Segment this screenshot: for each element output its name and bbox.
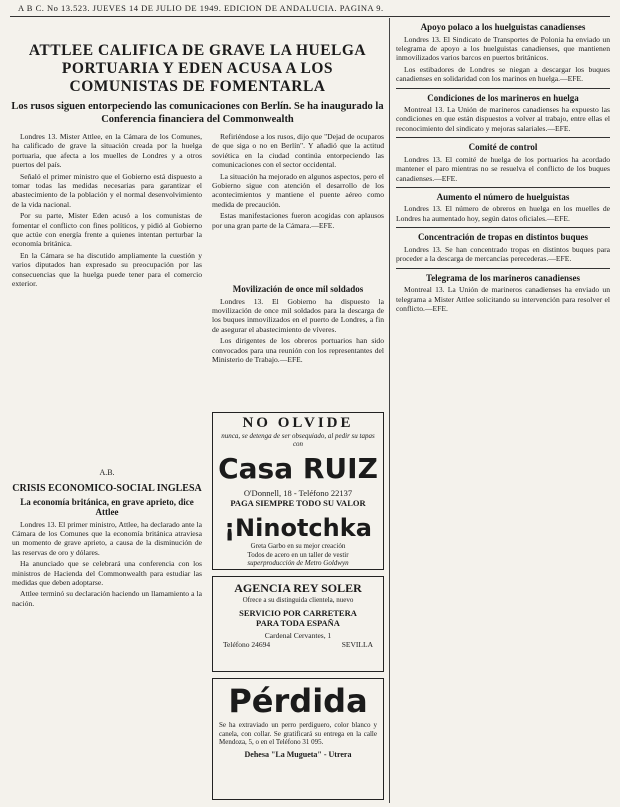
paragraph: Londres 13. El número de obreros en huelga en los muelles de Londres ha aumentado hoy, según datos oficiales.—EFE. — [396, 204, 610, 223]
ad-ruiz-name: Casa RUIZ — [218, 452, 378, 485]
mobilization-title: Movilización de once mil soldados — [232, 284, 364, 294]
ad-perdida-footer: Dehesa "La Mugueta" - Utrera — [244, 749, 352, 759]
paragraph: Attlee terminó su declaración haciendo un llamamiento a la nación. — [12, 589, 202, 608]
column-divider — [389, 18, 390, 803]
paragraph: En la Cámara se ha discutido ampliamente la cuestión y varios diputados han expresado su preocupación por las consecuencias que la huelga puede tener para el comercio exterior. — [12, 250, 202, 289]
separator — [396, 187, 610, 188]
page-header: A B C. No 13.523. JUEVES 14 DE JULIO DE 1949. EDICION DE ANDALUCIA. PAGINA 9. — [18, 3, 384, 13]
ad-perdida-text: Se ha extraviado un perro perdiguero, color blanco y canela, con collar. Se gratificará su entrega en la calle Mendoza, 5, o en el Teléfono 31 095. — [219, 721, 377, 747]
paragraph: Los estibadores de Londres se niegan a descargar los buques canadienses en solidaridad con los marinos en huelga.—EFE. — [396, 64, 610, 84]
crisis-title: CRISIS ECONOMICO-SOCIAL INGLESA — [12, 483, 202, 494]
ad-agencia-address: Cardenal Cervantes, 1 — [264, 630, 332, 640]
paragraph: Londres 13. El Gobierno ha dispuesto la movilización de once mil soldados para la descarga de los buques inmovilizados en el puerto de Londres, a fin de asegurar el abastecimiento de víveres. — [212, 296, 384, 334]
header-rule — [10, 16, 610, 17]
ad-agencia-rey-soler — [212, 576, 384, 672]
section-mark: A.B. — [99, 468, 115, 477]
paragraph: Londres 13. El Sindicato de Transportes de Polonia ha enviado un telegrama de apoyo a los huelguistas canadienses, que mantienen inmovilizados varios barcos en puertos británicos. — [396, 34, 610, 63]
ad-agencia-sub: Ofrece a su distinguida clientela, nuevo — [242, 596, 354, 604]
ad-perdida-title: Pérdida — [228, 682, 368, 720]
r2-title: Condiciones de los marineros en huelga — [427, 92, 579, 103]
paragraph: Los dirigentes de los obreros portuarios han sido convocados para una reunión con los representantes del Ministerio de Trabajo.—EFE. — [212, 336, 384, 364]
r4-title: Aumento el número de huelguistas — [436, 191, 570, 202]
right-column — [396, 20, 610, 800]
paragraph: Estas manifestaciones fueron acogidas con aplausos por una gran parte de la Cámara.—EFE. — [212, 211, 384, 230]
paragraph: La situación ha mejorado en algunos aspectos, pero el Gobierno sigue con atención el desarrollo de los acontecimientos y mantiene el puente aéreo como medida de precaución. — [212, 171, 384, 209]
paragraph: Por su parte, Mister Eden acusó a los comunistas de fomentar el conflicto con fines políticos, y pidió al Gobierno que actúe con energía frente a quienes intentan perturbar la economía británica. — [12, 211, 202, 249]
ad-perdida — [212, 678, 384, 800]
ad-ninotchka-line: Greta Garbo en su mejor creación — [250, 542, 346, 550]
r3-title: Comité de control — [468, 142, 538, 153]
separator — [396, 227, 610, 228]
article-col1 — [12, 132, 202, 462]
r6-title: Telegrama de los marineros canadienses — [426, 272, 580, 283]
paragraph: Ha anunciado que se celebrará una conferencia con los ministros de Hacienda del Commonwealth para estudiar las medidas que deben adoptarse. — [12, 559, 202, 587]
ad-ninotchka-title: ¡Ninotchka — [224, 514, 372, 542]
paragraph: Londres 13. Mister Attlee, en la Cámara de los Comunes, ha calificado de grave la situación creada por la huelga portuaria, que afecta a los muelles de Londres y a otros puertos del país. — [12, 132, 202, 170]
paragraph: Señaló el primer ministro que el Gobierno está dispuesto a tomar todas las medidas necesarias para garantizar el abastecimiento de la población y el normal desenvolvimiento de la vida nacional. — [12, 171, 202, 209]
crisis-subtitle: La economía británica, en grave aprieto, dice Attlee — [20, 496, 194, 517]
ad-ninotchka-line: superproducción de Metro Goldwyn — [247, 559, 349, 567]
ad-no-olvide-sub: nunca, se detenga de ser obsequiado, al pedir su tapas con — [221, 432, 375, 448]
paragraph: Montreal 13. La Unión de marineros canadienses ha expuesto las condiciones en que están dispuestos a volver al trabajo, entre ellas el reconocimiento del sindicato y mejoras salariales.—EFE. — [396, 105, 610, 133]
ad-ruiz-slogan: PAGA SIEMPRE TODO SU VALOR — [230, 498, 366, 508]
main-subheadline: Los rusos siguen entorpeciendo las comunicaciones con Berlín. Se ha inaugurado la Conferencia financiera del Commonwealth — [11, 101, 384, 125]
ad-no-olvide-title: NO OLVIDE — [242, 415, 354, 431]
paragraph: Londres 13. Se han concentrado tropas en distintos buques para proceder a la descarga de mercancías perecederas.—EFE. — [396, 244, 610, 264]
mobilization-article — [212, 282, 384, 406]
separator — [396, 268, 610, 269]
ad-ninotchka-line: Todos de acero en un taller de vestir — [247, 550, 349, 559]
ad-ruiz-address: O'Donnell, 18 - Teléfono 22137 — [243, 488, 353, 498]
paragraph: Montreal 13. La Unión de marineros canadienses ha enviado un telegrama a Mister Attlee solicitando su intervención para resolver el conflicto.—EFE. — [396, 285, 610, 313]
ad-agencia-city: SEVILLA — [341, 639, 373, 649]
crisis-article — [12, 482, 202, 802]
main-headline: ATTLEE CALIFICA DE GRAVE LA HUELGA PORTUARIA Y EDEN ACUSA A LOS COMUNISTAS DE FOMENTARLA — [28, 42, 367, 95]
paragraph: Refiriéndose a los rusos, dijo que "Dejad de ocuparos de que siga o no en Berlín". Y añadió que la actitud soviética en la ciudad continúa entorpeciendo las comunicaciones con el sector occidental. — [212, 132, 384, 170]
ad-agencia-service: SERVICIO POR CARRETERA PARA TODA ESPAÑA — [239, 607, 357, 628]
paragraph: Londres 13. El primer ministro, Attlee, ha declarado ante la Cámara de los Comunes que la economía británica atraviesa un momento de grave aprieto, a causa de la disminución de las reservas de oro y dólares. — [12, 519, 202, 557]
r1-title: Apoyo polaco a los huelguistas canadienses — [420, 22, 586, 32]
ad-agencia-phone: Teléfono 24694 — [223, 639, 271, 649]
article-col2 — [212, 132, 384, 272]
separator — [396, 88, 610, 89]
ad-agencia-title: AGENCIA REY SOLER — [234, 581, 362, 595]
paragraph: Londres 13. El comité de huelga de los portuarios ha acordado mantener el paro mientras no se resuelva el conflicto de los buques canadienses.—EFE. — [396, 154, 610, 183]
ad-casa-ruiz — [212, 412, 384, 570]
r5-title: Concentración de tropas en distintos buques — [417, 232, 589, 243]
separator — [396, 137, 610, 138]
